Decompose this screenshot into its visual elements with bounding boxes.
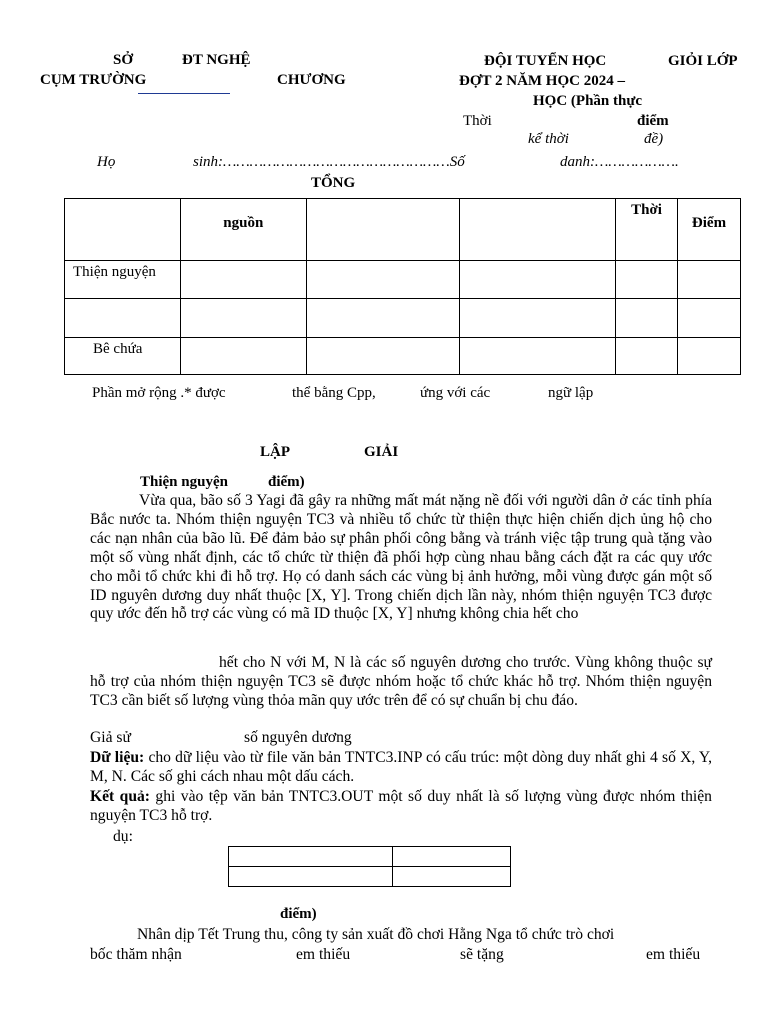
candidate-sinh: sinh:……………………………………………Số (193, 154, 465, 170)
table-row (65, 338, 741, 375)
header-note-b: đề) (644, 131, 664, 147)
table-cell (393, 847, 511, 867)
table-row (229, 847, 511, 867)
problem2-line2-c: sẽ tặng (460, 946, 504, 963)
table-cell (180, 299, 306, 338)
header-cluster: CỤM TRƯỜNG (40, 72, 147, 88)
problem1-assume-a: Giả sử (90, 729, 131, 746)
header-dept-b: ĐT NGHỆ (182, 52, 251, 68)
table-cell (306, 338, 460, 375)
section-heading-b: GIẢI (364, 444, 399, 460)
table-cell-name: Thiện nguyện (65, 261, 181, 299)
table-row (65, 261, 741, 299)
note-d: ngữ lập (548, 385, 594, 401)
header-underline (138, 93, 230, 94)
header-exam-b: GIỎI LỚP (668, 53, 738, 69)
table-cell (180, 338, 306, 375)
summary-title: TỔNG (311, 175, 356, 191)
header-cell-source: nguồn (180, 199, 306, 261)
problem1-title-a: Thiện nguyện (140, 474, 228, 490)
header-exam-a: ĐỘI TUYỂN HỌC (484, 53, 607, 69)
problem1-body2 (90, 654, 712, 711)
problem1-input (90, 749, 712, 787)
note-b: thể bằng Cpp, (292, 385, 376, 401)
note-c: ứng với các (420, 385, 491, 401)
problem1-assume-b: số nguyên dương (244, 729, 352, 746)
header-cell (65, 199, 181, 261)
table-cell (678, 299, 741, 338)
problem2-title: điểm) (280, 906, 317, 922)
table-cell (180, 261, 306, 299)
header-note-a: kể thời (528, 131, 569, 147)
table-cell (229, 867, 393, 887)
table-cell-name: Bê chứa (65, 338, 181, 375)
table-cell (616, 299, 678, 338)
table-cell (306, 261, 460, 299)
table-cell (678, 338, 741, 375)
input-label: Dữ liệu: (90, 749, 145, 766)
table-row (65, 299, 741, 338)
summary-header-row (65, 199, 741, 261)
problem1-output (90, 788, 712, 826)
table-cell (306, 299, 460, 338)
problem2-line2-d: em thiếu (646, 946, 701, 963)
note-a: Phần mở rộng .* được (92, 385, 226, 401)
problem1-body2-text: hết cho N với M, N là các số nguyên dương cho trước. Vùng không thuộc sự hỗ trợ của nhóm thiện nguyện TC3 sẽ được nhóm hoặc tổ chức khác hỗ trợ. Nhóm thiện nguyện TC3 cần biết số lượng vùng thỏa mãn quy ước trên để có sự chuẩn bị chu đáo. (90, 654, 712, 709)
problem1-body-text: Vừa qua, bão số 3 Yagi đã gây ra những mất mát nặng nề đối với người dân ở các tỉnh phía Bắc nước ta. Nhóm thiện nguyện TC3 và nhiều tổ chức từ thiện thực hiện chiến dịch ủng hộ cho các nạn nhân của bão lũ. Để đảm bảo sự phân phối công bằng và tránh việc tập trung quà tặng vào một số vùng nhất định, các tổ chức từ thiện đã phối hợp cùng nhau bằng cách đặt ra các quy ước cho mỗi tổ chức khi đi hỗ trợ. Họ có danh sách các vùng bị ảnh hưởng, mỗi vùng được gán một số ID nguyên dương duy nhất thuộc [X, Y]. Trong chiến dịch lần này, nhóm thiện nguyện TC3 được quy ước đến hỗ trợ các vùng có mã ID thuộc [X, Y] nhưng không chia hết cho (90, 492, 712, 623)
header-round: ĐỢT 2 NĂM HỌC 2024 – (459, 73, 625, 89)
table-cell (393, 867, 511, 887)
output-text: ghi vào tệp văn bản TNTC3.OUT một số duy nhất là số lượng vùng được nhóm thiện nguyện TC3 hỗ trợ. (90, 788, 712, 824)
header-time-a: Thời (463, 113, 492, 129)
example-table (228, 846, 511, 887)
header-cluster-b: CHƯƠNG (277, 72, 346, 88)
table-row (229, 867, 511, 887)
candidate-ho: Họ (97, 154, 116, 170)
header-cell-time: Thời (616, 199, 678, 261)
header-cell (460, 199, 616, 261)
header-dept-a: SỞ (113, 52, 134, 68)
problem2-line2-a: bốc thăm nhận (90, 946, 182, 963)
input-text: cho dữ liệu vào từ file văn bản TNTC3.INP có cấu trúc: một dòng duy nhất ghi 4 số X, Y, M, N. Các số ghi cách nhau một dấu cách. (90, 749, 712, 785)
header-time-b: điểm (637, 113, 669, 129)
candidate-danh: danh:………………. (560, 154, 679, 170)
header-part: HỌC (Phần thực (533, 93, 643, 109)
table-cell (460, 338, 616, 375)
table-cell (229, 847, 393, 867)
problem1-title-b: điểm) (268, 474, 305, 490)
output-label: Kết quả: (90, 788, 150, 805)
table-cell-name (65, 299, 181, 338)
table-cell (678, 261, 741, 299)
table-cell (616, 338, 678, 375)
problem2-line1: Nhân dịp Tết Trung thu, công ty sản xuất đồ chơi Hằng Nga tổ chức trò chơi (137, 926, 615, 943)
problem2-line2-b: em thiếu (296, 946, 351, 963)
summary-table (64, 198, 741, 375)
table-cell (460, 299, 616, 338)
table-cell (460, 261, 616, 299)
example-label: dụ: (113, 828, 133, 845)
section-heading-a: LẬP (260, 444, 290, 460)
header-cell-score: Điểm (678, 199, 741, 261)
problem1-body (90, 492, 712, 624)
header-cell (306, 199, 460, 261)
table-cell (616, 261, 678, 299)
